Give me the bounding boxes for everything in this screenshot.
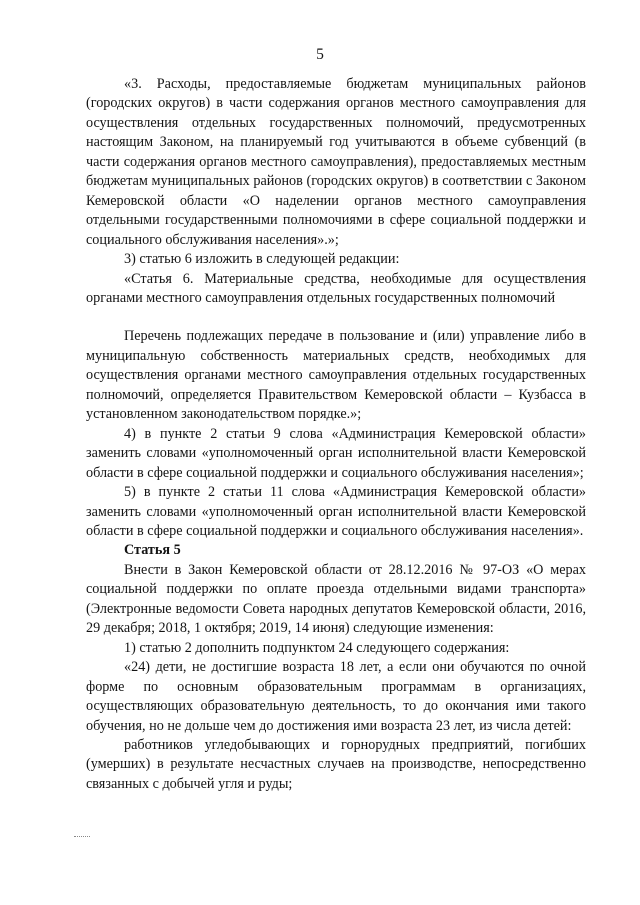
article-5-heading: Статья 5 [124, 542, 181, 559]
paragraph-article-6-text: Перечень подлежащих передаче в пользование и (или) управление либо в муниципальную собственность материальных средств, необходимых для осуществления органами местного самоуправления отдельных государственных полномочий, определяется Правительством Кемеровской области – Кузбасса в установленном законодательством порядке.»; [86, 328, 586, 423]
paragraph-article-6-title: «Статья 6. Материальные средства, необходимые для осуществления органами местного самоуправления отдельных государственных полномочий [86, 270, 586, 306]
paragraph-subitem-24: «24) дети, не достигшие возраста 18 лет, а если они обучаются по очной форме по основным образовательным программам в организациях, осуществляющих образовательную деятельность, то до окончания ими такого обучения, но не дольше чем до достижения ими возраста 23 лет, из числа детей: [86, 659, 586, 734]
paragraph-item-5: 5) в пункте 2 статьи 11 слова «Администрация Кемеровской области» заменить словами «уполномоченный орган исполнительной власти Кемеровской области в сфере социальной поддержки и социального обслуживания населения». [86, 484, 586, 539]
margin-mark [74, 836, 90, 837]
paragraph-expenses-clause: «3. Расходы, предоставляемые бюджетам муниципальных районов (городских округов) в части содержания органов местного самоуправления для осуществления отдельных государственных полномочий, предусмотренных настоящим Законом, на планируемый год учитываются в объеме субвенций (в части содержания органов местного самоуправления), предоставляемых местным бюджетам муниципальных районов (городских округов) в соответствии с Законом Кемеровской области «О наделении органов местного самоуправления отдельными государственными полномочиями в сфере социальной поддержки и социального обслуживания населения».»; [86, 76, 586, 248]
paragraph-item-4: 4) в пункте 2 статьи 9 слова «Администрация Кемеровской области» заменить словами «уполномоченный орган исполнительной власти Кемеровской области в сфере социальной поддержки и социального обслуживания населения»; [86, 425, 586, 481]
page-number: 5 [316, 46, 324, 63]
paragraph-article-5-intro: Внести в Закон Кемеровской области от 28.12.2016 № 97-ОЗ «О мерах социальной поддержки по оплате проезда отдельными видами транспорта» (Электронные ведомости Совета народных депутатов Кемеровской области, 2016, 29 декабря; 2018, 1 октября; 2019, 14 июня) следующие изменения: [86, 561, 586, 637]
paragraph-item-3: 3) статью 6 изложить в следующей редакции: [124, 251, 400, 268]
paragraph-item-1: 1) статью 2 дополнить подпунктом 24 следующего содержания: [124, 639, 510, 656]
paragraph-workers: работников угледобывающих и горнорудных предприятий, погибших (умерших) в результате несчастных случаев на производстве, непосредственно связанных с добычей угля и руды; [86, 736, 586, 792]
document-body [86, 75, 586, 794]
